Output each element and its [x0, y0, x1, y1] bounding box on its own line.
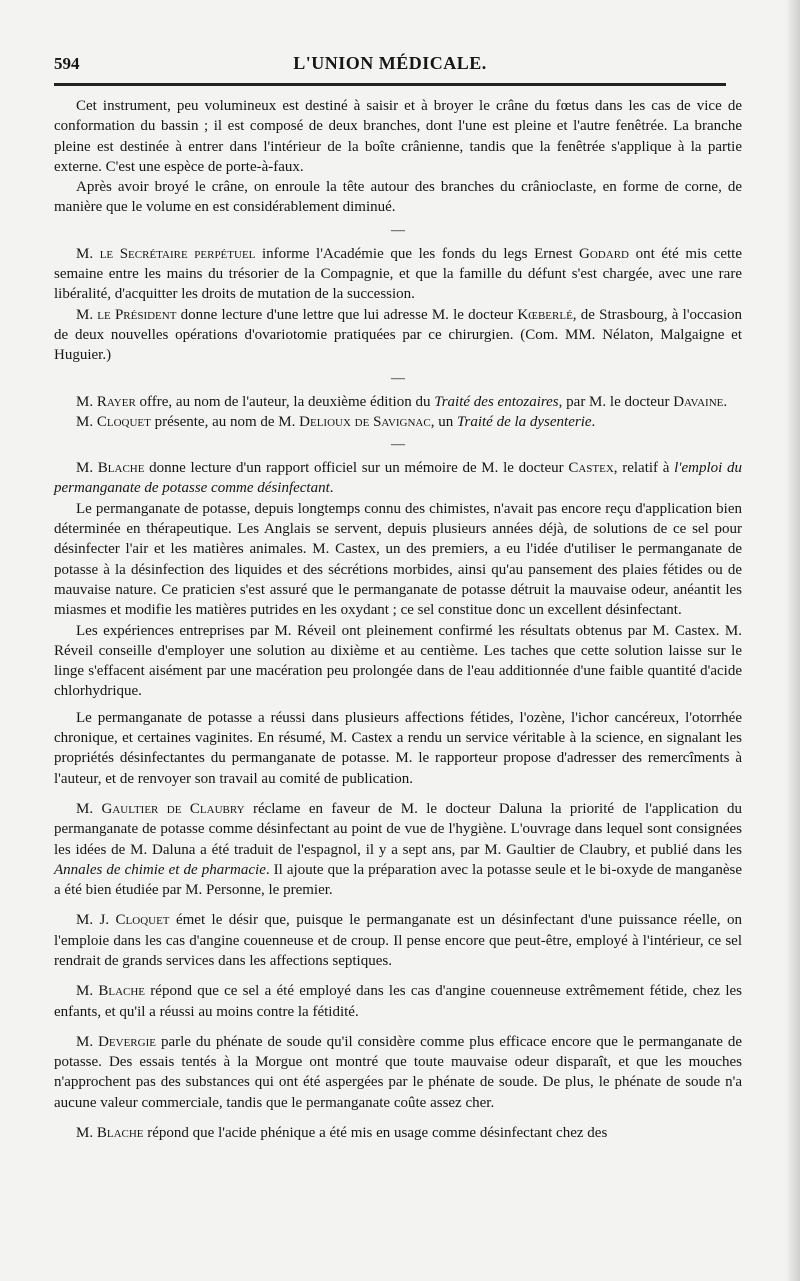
speaker-name: Cloquet	[96, 413, 151, 430]
paragraph-text: , de Strasbourg, à l'occasion de deux nouvelles opérations d'ovariotomie pratiquées par ce chirurgien. (Com. MM. Nélaton, Malgaigne et Huguier.)	[54, 306, 742, 364]
speaker-prefix: M. J.	[76, 912, 116, 929]
paragraph-blache-repond	[54, 981, 742, 1022]
paragraph-text: présente, au nom de M.	[150, 413, 300, 430]
paragraph-resultats: Le permanganate de potasse a réussi dans plusieurs affections fétides, l'ozène, l'ichor cancéreux, l'otorrhée chronique, et certaines vaginites. En résumé, M. Castex a rendu un service véritable à la science, en signalant les propriétés désinfectantes du permanganate de potasse. M. le rapporteur propose d'adresser des remercîments à l'auteur, et de renvoyer son travail au comité de publication.	[54, 709, 742, 787]
paragraph-text: .	[329, 480, 334, 497]
paragraph-text: répond que ce sel a été employé dans les cas d'angine couenneuse extrêmement fétide, chez les enfants, et qu'il a réussi au moins contre la fétidité.	[54, 983, 743, 1020]
paragraph-text: , par M. le docteur	[558, 393, 674, 410]
person-name: Davaine	[673, 393, 724, 410]
person-name: Godard	[579, 245, 629, 262]
paragraph-text: , un	[430, 413, 457, 430]
section-separator: —	[391, 370, 405, 386]
paragraph-reveil: Les expériences entreprises par M. Réveil ont pleinement confirmé les résultats obtenus par M. Castex. M. Réveil conseille d'employer une solution au dixième et au centième. Les taches que cette solution laisse sur le linge s'effacent aisément par une macération peu prolongée dans de l'eau additionnée d'une faible quantité d'acide chlorhydrique.	[54, 622, 742, 700]
paragraph-rayer	[54, 392, 742, 412]
speaker-name: Blache	[97, 460, 145, 477]
person-name: Delioux de Savignac	[299, 413, 431, 430]
speaker-prefix: M.	[76, 460, 98, 477]
paragraph-cloquet-presente	[54, 412, 742, 432]
paragraph-blache-acide	[54, 1123, 742, 1143]
person-name: Castex	[568, 460, 614, 477]
person-name: Kœberlé	[517, 306, 573, 323]
speaker-prefix: M.	[76, 245, 100, 262]
speaker-name: Rayer	[96, 393, 136, 410]
speaker-prefix: M.	[76, 413, 97, 430]
speaker-name: Blache	[98, 983, 146, 1000]
speaker-name: Blache	[96, 1125, 144, 1142]
speaker-prefix: M.	[76, 1125, 97, 1142]
paragraph-gaultier	[54, 799, 742, 900]
paragraph-text: réclame en faveur de M. le docteur Daluna la priorité de l'application du permanganate de potasse comme désinfectant au point de vue de l'hygiène. L'ouvrage dans lequel sont consignées les idées de M. Daluna a été traduit de l'espagnol, il y a sept ans, par M. Gaultier de Claubry, et publié dans les	[54, 800, 743, 858]
paragraph-text: donne lecture d'une lettre que lui adresse M. le docteur	[176, 306, 518, 323]
paragraph-devergie	[54, 1032, 742, 1113]
page-number: 594	[54, 54, 80, 73]
paragraph-blache-rapport	[54, 458, 742, 499]
paragraph-text: offre, au nom de l'auteur, la deuxième édition du	[135, 393, 435, 410]
paragraph-text: parle du phénate de soude qu'il considère comme plus efficace encore que le permanganate de potasse. Des essais tentés à la Morgue ont montré que toute mauvaise odeur disparaît, et que les mouches n'approchent pas des substances qui ont été aspergées par le phénate de soude. De plus, le phénate de soude n'a aucune valeur commerciale, tandis que le permanganate coûte assez cher.	[54, 1033, 743, 1111]
paragraph-president	[54, 305, 742, 366]
paragraph-text: informe l'Académie que les fonds du legs Ernest	[255, 245, 580, 262]
speaker-name: Cloquet	[115, 912, 170, 929]
section-separator: —	[391, 437, 405, 453]
paragraph-j-cloquet	[54, 910, 742, 971]
paragraph-text: émet le désir que, puisque le permanganate est un désinfectant d'une puissance réelle, on l'emploie dans les cas d'angine couenneuse et de croup. Il pense encore que peut-être, employé à l'intérieur, ce sel rendrait de grands services dans les affections septiques.	[54, 912, 742, 969]
article-body	[54, 96, 742, 1143]
speaker-prefix: M.	[76, 800, 102, 817]
paragraph-text: donne lecture d'un rapport officiel sur un mémoire de M. le docteur	[144, 460, 569, 477]
report-title: l'emploi du permanganate de potasse comme désinfectant	[54, 460, 742, 497]
speaker-prefix: M.	[76, 1033, 99, 1050]
speaker-prefix: M.	[76, 306, 98, 323]
paragraph-text: . Il ajoute que la préparation avec la potasse seule et le bi-oxyde de manganèse a été bien étudiée par M. Personne, le premier.	[54, 861, 742, 899]
header-rule	[54, 83, 726, 86]
speaker-name: le Président	[97, 306, 177, 323]
speaker-name: Gaultier de Claubry	[101, 800, 245, 817]
running-title: L'UNION MÉDICALE.	[293, 53, 487, 73]
paragraph-instrument: Cet instrument, peu volumineux est destiné à saisir et à broyer le crâne du fœtus dans les cas de vice de conformation du bassin ; il est composé de deux branches, dont l'une est pleine et l'autre fenêtrée. La branche pleine est destinée à entrer dans l'intérieur de la boîte crânienne, tandis que la fenêtrée s'applique à la partie externe. C'est une espèce de porte-à-faux.	[54, 98, 742, 175]
speaker-prefix: M.	[76, 393, 97, 410]
speaker-prefix: M.	[76, 983, 99, 1000]
paragraph-permanganate: Le permanganate de potasse, depuis longtemps connu des chimistes, n'avait pas encore reçu d'application bien déterminée en thérapeutique. Les Anglais se servent, depuis plusieurs années déjà, de solutions de ce sel pour désinfecter l'air et les matières animales. M. Castex, un des premiers, a eu l'idée d'utiliser le permanganate de potasse à la désinfection des liquides et des sécrétions morbides, ainsi qu'au pansement des plaies fétides ou de mauvaise nature. Ce praticien s'est assuré que le permanganate de potasse détruit la mauvaise odeur, anéantit les miasmes et modifie les matières putrides en les oxydant ; ce sel constitue donc un excellent désinfectant.	[54, 500, 742, 619]
paragraph-crane: Après avoir broyé le crâne, on enroule la tête autour des branches du crânioclaste, en forme de corne, de manière que le volume en est considérablement diminué.	[54, 179, 742, 216]
paragraph-text: , relatif à	[613, 460, 675, 477]
book-title: Traité des entozaires	[434, 393, 559, 410]
paragraph-text: .	[723, 393, 728, 410]
speaker-name: Devergie	[98, 1033, 156, 1050]
section-separator: —	[391, 222, 405, 238]
paragraph-text: .	[591, 413, 596, 430]
paragraph-secretaire	[54, 244, 742, 305]
page-header	[54, 52, 726, 82]
journal-title: Annales de chimie et de pharmacie	[54, 861, 266, 878]
paragraph-text: répond que l'acide phénique a été mis en usage comme désinfectant chez des	[143, 1125, 608, 1142]
book-title: Traité de la dysenterie	[456, 413, 592, 430]
paragraph-text: ont été mis cette semaine entre les mains du trésorier de la Compagnie, et que la famille du défunt s'est chargée, avec une rare libéralité, d'acquitter les droits de mutation de la succession.	[54, 245, 742, 303]
speaker-name: le Secrétaire perpétuel	[99, 245, 256, 262]
page-edge-shadow	[786, 0, 800, 1281]
